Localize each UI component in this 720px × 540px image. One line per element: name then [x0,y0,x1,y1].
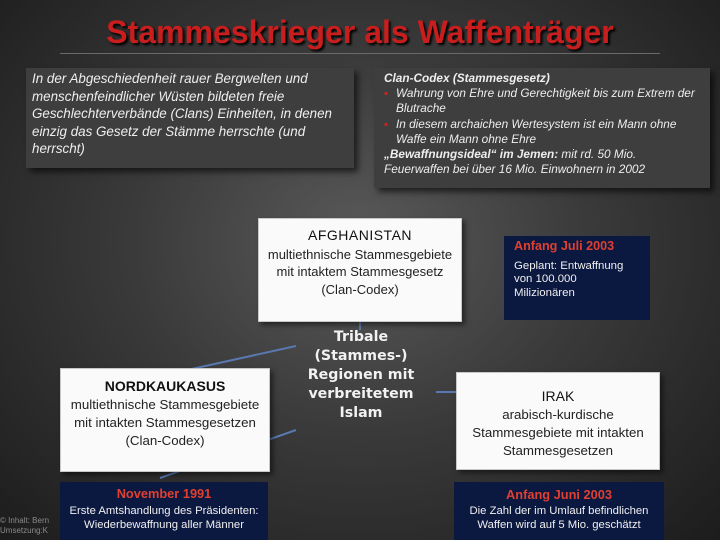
footer-line1: Inhalt: Bern [8,516,50,525]
nordkaukasus-text: multiethnische Stammesgebiete mit intakten Stammesgesetzen (Clan-Codex) [70,397,260,448]
june-2003-heading: Anfang Juni 2003 [506,487,612,502]
afghanistan-box [258,218,462,322]
irak-heading: IRAK [541,388,575,404]
footer-credits [0,516,49,536]
yemen-note-bold: „Bewaffnungsideal“ im Jemen: [384,147,559,162]
copyright-symbol: © [0,516,6,525]
june-2003-box [454,482,664,540]
center-label: Tribale (Stammes-) Regionen mit verbreitetem Islam [307,329,415,421]
afghanistan-heading: AFGHANISTAN [307,227,413,243]
intro-panel: In der Abgeschiedenheit rauer Bergwelten und menschenfeindlicher Wüsten bildeten freie Geschlechterverbände (Clans) Einheiten, in denen einzig das Gesetz der Stämme herrschte (und herrscht) [26,68,354,168]
yemen-note-text: mit rd. 50 Mio. Feuerwaffen bei über 16 Mio. Einwohnern in 2002 [384,147,646,177]
irak-text: arabisch-kurdische Stammesgebiete mit intakten Stammesgesetzen [472,407,644,458]
july-2003-text: Geplant: Entwaffnung von 100.000 Milizionären [514,259,624,299]
nordkaukasus-heading: NORDKAUKASUS [104,378,226,394]
nov-1991-text: Erste Amtshandlung des Präsidenten: Wiederbewaffnung aller Männer [69,505,259,531]
bullet-icon: ▪ [384,86,389,101]
july-2003-heading: Anfang Juli 2003 [514,239,615,253]
nordkaukasus-box [60,368,270,472]
page-title: Stammeskrieger als Waffenträger [106,14,614,50]
codex-bullet-text: Wahrung von Ehre und Gerechtigkeit bis zum Extrem der Blutrache [396,86,695,116]
irak-box [456,372,660,470]
bullet-icon: ▪ [384,116,389,131]
footer-line2: Umsetzung:K [0,526,49,535]
nov-1991-box [60,482,268,540]
june-2003-text: Die Zahl der im Umlauf befindlichen Waffen wird auf 5 Mio. geschätzt [469,505,649,531]
codex-heading: Clan-Codex (Stammesgesetz) [384,71,550,85]
afghanistan-text: multiethnische Stammesgebiete mit intaktem Stammesgesetz (Clan-Codex) [267,246,453,297]
july-2003-box [504,236,650,320]
codex-bullet-text: In diesem archaichen Wertesystem ist ein Mann ohne Waffe ein Mann ohne Ehre [396,116,677,146]
nov-1991-heading: November 1991 [116,486,212,501]
